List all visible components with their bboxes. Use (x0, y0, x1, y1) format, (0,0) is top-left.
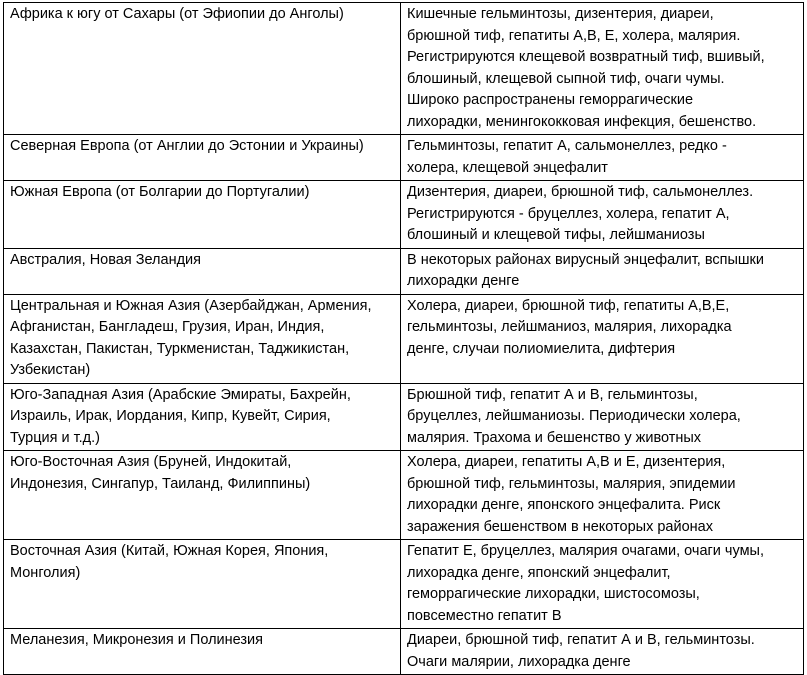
region-cell (4, 294, 401, 383)
region-line: Юго-Западная Азия (Арабские Эмираты, Бахрейн, (10, 386, 351, 403)
disease-cell (401, 629, 804, 675)
disease-cell (401, 135, 804, 181)
disease-line: Гельминтозы, гепатит А, сальмонеллез, редко - (407, 138, 727, 154)
disease-line: малярия. Трахома и бешенство у животных (407, 429, 702, 446)
disease-cell (401, 540, 804, 629)
disease-line: лихорадки, менингококковая инфекция, бешенство. (407, 113, 757, 130)
table-row (4, 383, 804, 451)
disease-cell (401, 451, 804, 540)
region-line: Монголия) (10, 564, 81, 581)
region-cell (4, 248, 401, 294)
disease-line: Кишечные гельминтозы, дизентерия, диареи, (407, 6, 714, 22)
region-cell (4, 540, 401, 629)
disease-line: Холера, диареи, брюшной тиф, гепатиты А,В,Е, (407, 297, 730, 314)
disease-line: Холера, диареи, гепатиты А,В и Е, дизентерия, (407, 454, 726, 470)
disease-line: заражения бешенством в некоторых районах (407, 518, 713, 535)
disease-line: Дизентерия, диареи, брюшной тиф, сальмонеллез. (407, 184, 754, 200)
table-row (4, 540, 804, 629)
disease-line: денге, случаи полиомиелита, дифтерия (407, 340, 676, 357)
region-line: Узбекистан) (10, 362, 91, 378)
region-line: Афганистан, Бангладеш, Грузия, Иран, Индия, (10, 319, 325, 335)
table-row (4, 181, 804, 249)
region-line: Юго-Восточная Азия (Бруней, Индокитай, (10, 454, 292, 470)
region-cell (4, 629, 401, 675)
region-cell (4, 3, 401, 135)
disease-cell (401, 248, 804, 294)
region-line: Восточная Азия (Китай, Южная Корея, Япония, (10, 543, 329, 559)
disease-line: повсеместно гепатит В (407, 607, 562, 624)
disease-line: блошиный, клещевой сыпной тиф, очаги чумы. (407, 70, 725, 87)
disease-line: бруцеллез, лейшманиозы. Периодически холера, (407, 408, 741, 424)
region-cell (4, 451, 401, 540)
disease-line: Регистрируются - бруцеллез, холера, гепатит А, (407, 205, 730, 222)
table-row (4, 294, 804, 383)
disease-line: холера, клещевой энцефалит (407, 159, 608, 176)
region-line: Австралия, Новая Зеландия (10, 251, 202, 268)
disease-line: Регистрируются клещевой возвратный тиф, вшивый, (407, 49, 765, 65)
disease-line: лихорадки денге, японского энцефалита. Риск (407, 497, 721, 513)
disease-line: В некоторых районах вирусный энцефалит, вспышки (407, 251, 764, 268)
disease-line: брюшной тиф, гепатиты А,В, Е, холера, малярия. (407, 27, 741, 44)
region-cell (4, 383, 401, 451)
table-row (4, 629, 804, 675)
table-row (4, 451, 804, 540)
region-line: Центральная и Южная Азия (Азербайджан, Армения, (10, 297, 372, 314)
region-line: Израиль, Ирак, Иордания, Кипр, Кувейт, Сирия, (10, 408, 331, 424)
disease-line: Брюшной тиф, гепатит А и В, гельминтозы, (407, 386, 698, 403)
region-line: Казахстан, Пакистан, Туркменистан, Таджикистан, (10, 340, 350, 357)
table-row (4, 135, 804, 181)
disease-line: лихорадки денге (407, 273, 520, 289)
region-line: Меланезия, Микронезия и Полинезия (10, 632, 263, 648)
disease-line: блошиный и клещевой тифы, лейшманиозы (407, 227, 705, 243)
disease-cell (401, 383, 804, 451)
disease-line: лихорадка денге, японский энцефалит, (407, 564, 671, 581)
disease-cell (401, 3, 804, 135)
disease-line: брюшной тиф, гельминтозы, малярия, эпидемии (407, 475, 736, 492)
region-line: Африка к югу от Сахары (от Эфиопии до Анголы) (10, 6, 344, 22)
disease-line: гельминтозы, лейшманиоз, малярия, лихорадка (407, 319, 732, 335)
disease-line: Гепатит Е, бруцеллез, малярия очагами, очаги чумы, (407, 543, 764, 559)
table-row (4, 248, 804, 294)
disease-line: Диареи, брюшной тиф, гепатит А и В, гельминтозы. (407, 632, 755, 648)
region-line: Южная Европа (от Болгарии до Португалии) (10, 184, 310, 200)
region-line: Индонезия, Сингапур, Таиланд, Филиппины) (10, 475, 311, 492)
disease-line: Очаги малярии, лихорадка денге (407, 653, 631, 670)
table-row (4, 3, 804, 135)
region-cell (4, 135, 401, 181)
disease-cell (401, 294, 804, 383)
region-disease-table (3, 2, 804, 675)
region-line: Турция и т.д.) (10, 429, 100, 446)
disease-line: геморрагические лихорадки, шистосомозы, (407, 586, 700, 602)
disease-cell (401, 181, 804, 249)
disease-line: Широко распространены геморрагические (407, 92, 694, 108)
region-line: Северная Европа (от Англии до Эстонии и Украины) (10, 138, 364, 154)
region-cell (4, 181, 401, 249)
